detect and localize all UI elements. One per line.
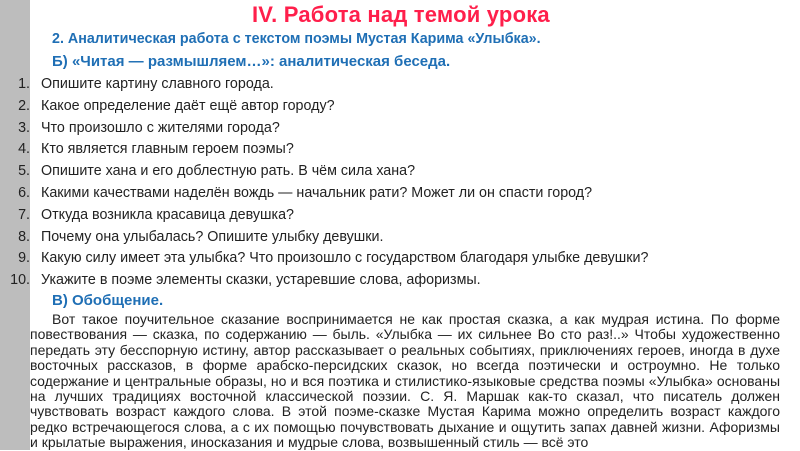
section-b-heading: Б) «Читая — размышляем…»: аналитическая беседа. bbox=[52, 53, 451, 70]
question-item bbox=[0, 118, 790, 140]
question-number: 9. bbox=[18, 250, 30, 267]
slide-title: IV. Работа над темой урока bbox=[252, 2, 550, 27]
question-text: Какими качествами наделён вождь — начальник рати? Может ли он спасти город? bbox=[41, 184, 593, 201]
question-text: Какую силу имеет эта улыбка? Что произошло с государством благодаря улыбке девушки? bbox=[41, 250, 649, 267]
question-number: 5. bbox=[18, 163, 30, 180]
question-number: 6. bbox=[18, 184, 30, 201]
question-text: Какое определение даёт ещё автор городу? bbox=[41, 97, 335, 114]
question-item bbox=[0, 248, 790, 270]
question-item bbox=[0, 270, 790, 292]
question-text: Кто является главным героем поэмы? bbox=[41, 141, 294, 158]
question-number: 7. bbox=[18, 206, 30, 223]
question-text: Откуда возникла красавица девушка? bbox=[41, 206, 294, 223]
summary-paragraph-text: Вот такое поучительное сказание воспринимается не как простая сказка, а как мудрая истина. По форме повествования — сказка, по содержанию — быль. «Улыбка — их сильнее Во сто раз!..» Чтобы художественно передать эту бесспорную истину, автор рассказывает о реальных событиях, приключениях героев, иногда в духе восточных рассказов, в форме арабско-персидских сказок, но всегда поэтически и остроумно. Не только содержание и центральные образы, но и вся поэтика и стилистико-языковые средства поэмы «Улыбка» основаны на лучших традициях восточной классической поэзии. С. Я. Маршак как-то сказал, что писатель должен чувствовать возраст каждого слова. В этой поэме-сказке Мустая Карима можно определить возраст каждого редко встречающегося слова, а с их помощью почувствовать дыхание и ощутить запах давней жизни. Афоризмы и крылатые выражения, иносказания и мудрые слова, возвышенный стиль — всё это bbox=[30, 311, 780, 451]
question-item bbox=[0, 183, 790, 205]
slide-subtitle: 2. Аналитическая работа с текстом поэмы Мустая Карима «Улыбка». bbox=[52, 31, 541, 47]
question-item bbox=[0, 161, 790, 183]
question-text: Укажите в поэме элементы сказки, устаревшие слова, афоризмы. bbox=[41, 272, 481, 289]
question-number: 8. bbox=[18, 228, 30, 245]
question-number: 2. bbox=[18, 97, 30, 114]
section-c-heading: В) Обобщение. bbox=[52, 292, 164, 309]
question-text: Почему она улыбалась? Опишите улыбку девушки. bbox=[41, 228, 384, 245]
question-text: Что произошло с жителями города? bbox=[41, 119, 280, 136]
question-item bbox=[0, 139, 790, 161]
summary-paragraph bbox=[30, 312, 780, 451]
question-item bbox=[0, 205, 790, 227]
question-item bbox=[0, 74, 790, 96]
question-text: Опишите хана и его доблестную рать. В чём сила хана? bbox=[41, 163, 416, 180]
slide bbox=[10, 0, 800, 451]
question-item bbox=[0, 96, 790, 118]
question-number: 3. bbox=[18, 119, 30, 136]
question-item bbox=[0, 227, 790, 249]
question-number: 1. bbox=[18, 76, 30, 92]
question-number: 10. bbox=[10, 272, 30, 289]
question-text: Опишите картину славного города. bbox=[41, 76, 274, 92]
question-number: 4. bbox=[18, 141, 30, 158]
questions-list bbox=[0, 74, 790, 292]
